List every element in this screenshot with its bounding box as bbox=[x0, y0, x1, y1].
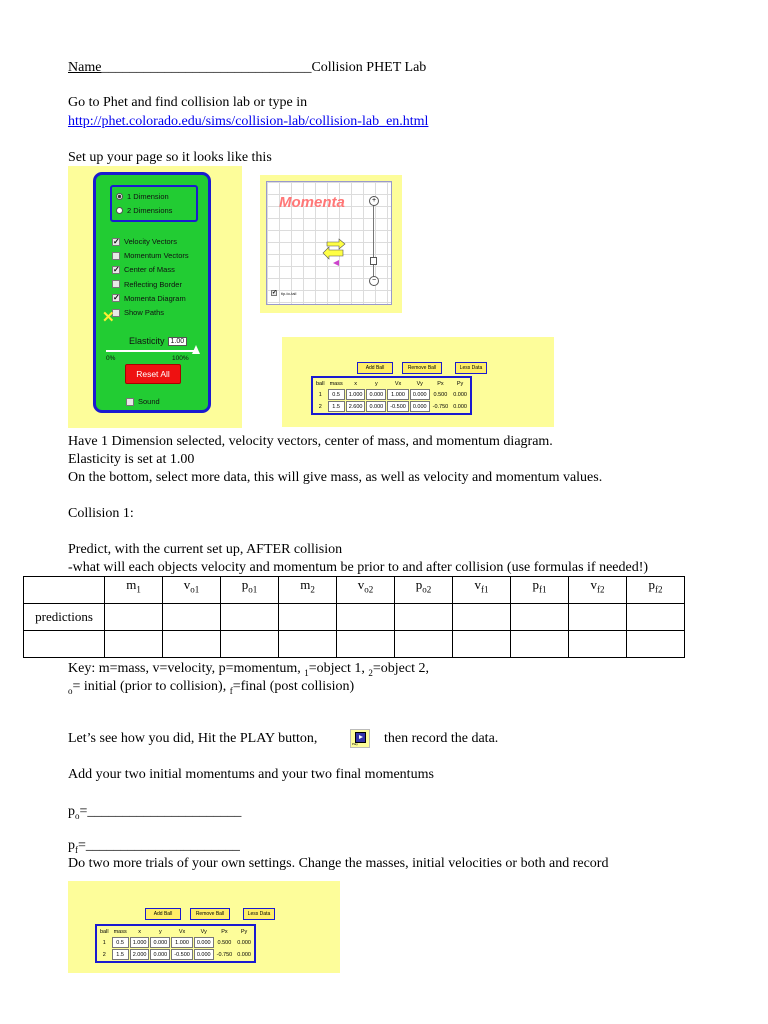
blank-row-label bbox=[24, 631, 105, 658]
option-show-paths[interactable]: Show Paths bbox=[112, 308, 164, 317]
radio-unselected-icon bbox=[116, 207, 123, 214]
momenta-diagram bbox=[266, 181, 392, 305]
option-velocity-vectors[interactable]: ✓ Velocity Vectors bbox=[113, 236, 177, 246]
play-button[interactable] bbox=[350, 729, 370, 748]
intro-line: Go to Phet and find collision lab or type in bbox=[68, 95, 308, 110]
table-cell: 0.500 bbox=[217, 939, 232, 946]
name-line bbox=[68, 60, 426, 76]
momentum-arrows-icon bbox=[319, 236, 355, 270]
table-input-cell[interactable]: 2.000 bbox=[130, 949, 150, 960]
answer-cell[interactable] bbox=[279, 604, 337, 631]
answer-cell[interactable] bbox=[163, 604, 221, 631]
checkbox-icon bbox=[112, 280, 120, 288]
reset-all-button[interactable]: Reset All bbox=[125, 364, 181, 384]
option-reflecting-border[interactable]: Reflecting Border bbox=[112, 280, 182, 289]
prediction-table bbox=[23, 576, 685, 658]
option-momenta-diagram[interactable]: ✓ Momenta Diagram bbox=[113, 293, 186, 303]
column-header: x bbox=[138, 928, 141, 935]
table-cell: 0.500 bbox=[433, 391, 448, 398]
radio-selected-icon bbox=[116, 193, 123, 200]
prediction-header-cell: $p_{o2}$ bbox=[395, 577, 453, 604]
answer-cell[interactable] bbox=[337, 631, 395, 658]
key-line-2: $_o$= initial (prior to collision), $_f$=final (post collision) bbox=[68, 679, 355, 696]
column-header: y bbox=[158, 928, 162, 935]
less-data-button[interactable]: Less Data bbox=[455, 362, 487, 374]
column-header: mass bbox=[329, 380, 343, 387]
column-header: Vx bbox=[394, 380, 402, 387]
table-input-cell[interactable]: 1.000 bbox=[387, 389, 409, 400]
prediction-header-cell: $v_{o2}$ bbox=[337, 577, 395, 604]
trials-instruction: Do two more trials of your own settings. Change the masses, initial velocities or both and record bbox=[68, 856, 609, 871]
blank-header-cell bbox=[24, 577, 105, 604]
table-input-cell[interactable]: 1.000 bbox=[346, 389, 366, 400]
table-input-cell[interactable]: 0.000 bbox=[150, 949, 170, 960]
data-table-image-1 bbox=[282, 337, 554, 427]
column-header: Vy bbox=[200, 928, 207, 935]
answer-cell[interactable] bbox=[163, 631, 221, 658]
table-input-cell[interactable]: 2.600 bbox=[346, 401, 366, 412]
elasticity-value-field[interactable]: 1.00 bbox=[168, 337, 188, 346]
prediction-header-cell: $m_1$ bbox=[105, 577, 163, 604]
table-cell: 0.000 bbox=[453, 391, 467, 398]
answer-cell[interactable] bbox=[511, 631, 569, 658]
play-line-end: then record the data. bbox=[384, 731, 499, 746]
table-cell: 0.000 bbox=[237, 939, 251, 946]
add-ball-button[interactable]: Add Ball bbox=[357, 362, 393, 374]
checkbox-icon bbox=[112, 252, 120, 260]
sim-url-link[interactable]: http://phet.colorado.edu/sims/collision-lab/collision-lab_en.html bbox=[68, 114, 429, 129]
actual-row bbox=[24, 631, 685, 658]
table-cell: 0.000 bbox=[237, 951, 251, 958]
answer-cell[interactable] bbox=[395, 631, 453, 658]
table-row bbox=[314, 389, 469, 400]
table-input-cell[interactable]: 0.5 bbox=[112, 937, 129, 948]
instruction-line-2: Elasticity is set at 1.00 bbox=[68, 452, 195, 467]
table-cell: -0.750 bbox=[432, 403, 449, 410]
answer-cell[interactable] bbox=[221, 631, 279, 658]
data-table-image-2 bbox=[68, 881, 340, 973]
prediction-header-cell: $p_{f2}$ bbox=[627, 577, 685, 604]
zoom-slider-handle[interactable] bbox=[370, 257, 377, 265]
remove-ball-button[interactable]: Remove Ball bbox=[190, 908, 230, 920]
answer-cell[interactable] bbox=[221, 604, 279, 631]
momenta-image bbox=[260, 175, 402, 313]
predictions-label: predictions bbox=[24, 604, 105, 631]
table-input-cell[interactable]: 1.5 bbox=[112, 949, 129, 960]
table-input-cell[interactable]: 1.5 bbox=[328, 401, 345, 412]
control-panel-image bbox=[68, 166, 242, 428]
center-of-mass-marker-icon: ✕ bbox=[102, 309, 115, 326]
prediction-header-cell: $p_{f1}$ bbox=[511, 577, 569, 604]
key-line-1: Key: m=mass, v=velocity, p=momentum, $_1$=object 1, $_2$=object 2, bbox=[68, 661, 429, 678]
instruction-line-3: On the bottom, select more data, this will give mass, as well as velocity and momentum values. bbox=[68, 470, 603, 485]
name-label: Name bbox=[68, 60, 102, 75]
add-ball-button[interactable]: Add Ball bbox=[145, 908, 181, 920]
table-cell: 1 bbox=[102, 939, 106, 946]
answer-cell[interactable] bbox=[453, 604, 511, 631]
table-input-cell[interactable]: -0.500 bbox=[387, 401, 409, 412]
table-input-cell[interactable]: 0.000 bbox=[150, 937, 170, 948]
prediction-header-row bbox=[24, 577, 685, 604]
table-row bbox=[98, 949, 253, 960]
data-table-1 bbox=[311, 376, 472, 415]
answer-cell[interactable] bbox=[395, 604, 453, 631]
dimension-group bbox=[110, 185, 198, 222]
column-header: mass bbox=[113, 928, 127, 935]
answer-cell[interactable] bbox=[105, 631, 163, 658]
lab-title: Collision PHET Lab bbox=[311, 60, 427, 75]
control-panel bbox=[93, 172, 211, 413]
table-input-cell[interactable]: 0.000 bbox=[366, 401, 386, 412]
column-header: Px bbox=[221, 928, 228, 935]
dimension-1-option[interactable]: 1 Dimension bbox=[116, 192, 169, 201]
checkbox-checked-icon: ✓ bbox=[113, 293, 120, 303]
answer-cell[interactable] bbox=[453, 631, 511, 658]
sum-instruction: Add your two initial momentums and your two final momentums bbox=[68, 767, 434, 782]
question-line: -what will each objects velocity and momentum be prior to and after collision (use formulas if needed!) bbox=[68, 560, 649, 575]
slider-min-label: 0% bbox=[106, 355, 116, 362]
table-cell: 0.000 bbox=[453, 403, 467, 410]
answer-cell[interactable] bbox=[569, 631, 627, 658]
checkbox-checked-icon: ✓ bbox=[272, 290, 278, 296]
data-table-2 bbox=[95, 924, 256, 963]
column-header: ball bbox=[316, 380, 325, 387]
table-input-cell[interactable]: 0.000 bbox=[366, 389, 386, 400]
column-header: ball bbox=[100, 928, 109, 935]
table-input-cell[interactable]: 0.000 bbox=[194, 937, 214, 948]
table-cell: -0.750 bbox=[216, 951, 233, 958]
checkbox-checked-icon: ✓ bbox=[113, 264, 120, 274]
table-header-row bbox=[98, 927, 253, 936]
column-header: x bbox=[354, 380, 357, 387]
table-input-cell[interactable]: 1.000 bbox=[130, 937, 150, 948]
sound-option[interactable]: Sound bbox=[126, 397, 160, 406]
answer-cell[interactable] bbox=[627, 631, 685, 658]
checkbox-icon bbox=[126, 398, 134, 406]
zoom-in-icon[interactable]: + bbox=[369, 196, 379, 206]
table-input-cell[interactable]: 0.5 bbox=[328, 389, 345, 400]
answer-cell[interactable] bbox=[511, 604, 569, 631]
prediction-row bbox=[24, 604, 685, 631]
tip-to-tail-option[interactable]: ✓ tip-to-tail bbox=[272, 290, 297, 296]
predict-line: Predict, with the current set up, AFTER collision bbox=[68, 542, 343, 557]
slider-max-label: 100% bbox=[172, 355, 189, 362]
option-momentum-vectors[interactable]: Momentum Vectors bbox=[112, 251, 189, 260]
answer-cell[interactable] bbox=[569, 604, 627, 631]
answer-cell[interactable] bbox=[105, 604, 163, 631]
elasticity-slider-knob[interactable] bbox=[192, 345, 200, 354]
prediction-header-cell: $v_{f1}$ bbox=[453, 577, 511, 604]
table-input-cell[interactable]: 0.000 bbox=[410, 401, 430, 412]
table-input-cell[interactable]: 1.000 bbox=[171, 937, 193, 948]
setup-line: Set up your page so it looks like this bbox=[68, 150, 272, 165]
play-button-label: Play bbox=[352, 742, 358, 746]
column-header: Vy bbox=[416, 380, 423, 387]
momenta-title: Momenta bbox=[279, 194, 345, 211]
table-row bbox=[98, 937, 253, 948]
collision-heading: Collision 1: bbox=[68, 506, 134, 521]
po-line: $p_o=\_\_\_\_\_\_\_\_\_\_\_\_\_\_\_\_\_\_\_\_\_\_$ bbox=[68, 804, 242, 821]
answer-cell[interactable] bbox=[279, 631, 337, 658]
pf-line: $p_f=\_\_\_\_\_\_\_\_\_\_\_\_\_\_\_\_\_\_\_\_\_\_$ bbox=[68, 838, 240, 855]
zoom-out-icon[interactable]: − bbox=[369, 276, 379, 286]
column-header: y bbox=[374, 380, 378, 387]
option-center-of-mass[interactable]: ✓ Center of Mass bbox=[113, 264, 175, 275]
name-blank: ______________________________ bbox=[101, 60, 312, 75]
less-data-button[interactable]: Less Data bbox=[243, 908, 275, 920]
table-input-cell[interactable]: 0.000 bbox=[410, 389, 430, 400]
answer-cell[interactable] bbox=[627, 604, 685, 631]
zoom-slider-track[interactable] bbox=[373, 196, 374, 286]
table-input-cell[interactable]: 0.000 bbox=[194, 949, 214, 960]
table-cell: 2 bbox=[102, 951, 106, 958]
prediction-header-cell: $m_2$ bbox=[279, 577, 337, 604]
dimension-2-option[interactable]: 2 Dimensions bbox=[116, 206, 172, 215]
table-row bbox=[314, 401, 469, 412]
table-cell: 2 bbox=[318, 403, 322, 410]
column-header: Vx bbox=[178, 928, 186, 935]
table-header-row bbox=[314, 379, 469, 388]
table-cell: 1 bbox=[318, 391, 322, 398]
column-header: Py bbox=[456, 380, 464, 387]
prediction-header-cell: $v_{o1}$ bbox=[163, 577, 221, 604]
elasticity-slider-track[interactable] bbox=[106, 350, 196, 352]
elasticity-label: Elasticity 1.00 bbox=[129, 336, 187, 346]
remove-ball-button[interactable]: Remove Ball bbox=[402, 362, 442, 374]
column-header: Py bbox=[240, 928, 248, 935]
prediction-header-cell: $v_{f2}$ bbox=[569, 577, 627, 604]
play-line-start: Let’s see how you did, Hit the PLAY button, bbox=[68, 731, 318, 746]
table-input-cell[interactable]: -0.500 bbox=[171, 949, 193, 960]
prediction-header-cell: $p_{o1}$ bbox=[221, 577, 279, 604]
instruction-line-1: Have 1 Dimension selected, velocity vectors, center of mass, and momentum diagram. bbox=[68, 434, 553, 449]
checkbox-checked-icon: ✓ bbox=[113, 236, 120, 246]
answer-cell[interactable] bbox=[337, 604, 395, 631]
column-header: Px bbox=[437, 380, 444, 387]
